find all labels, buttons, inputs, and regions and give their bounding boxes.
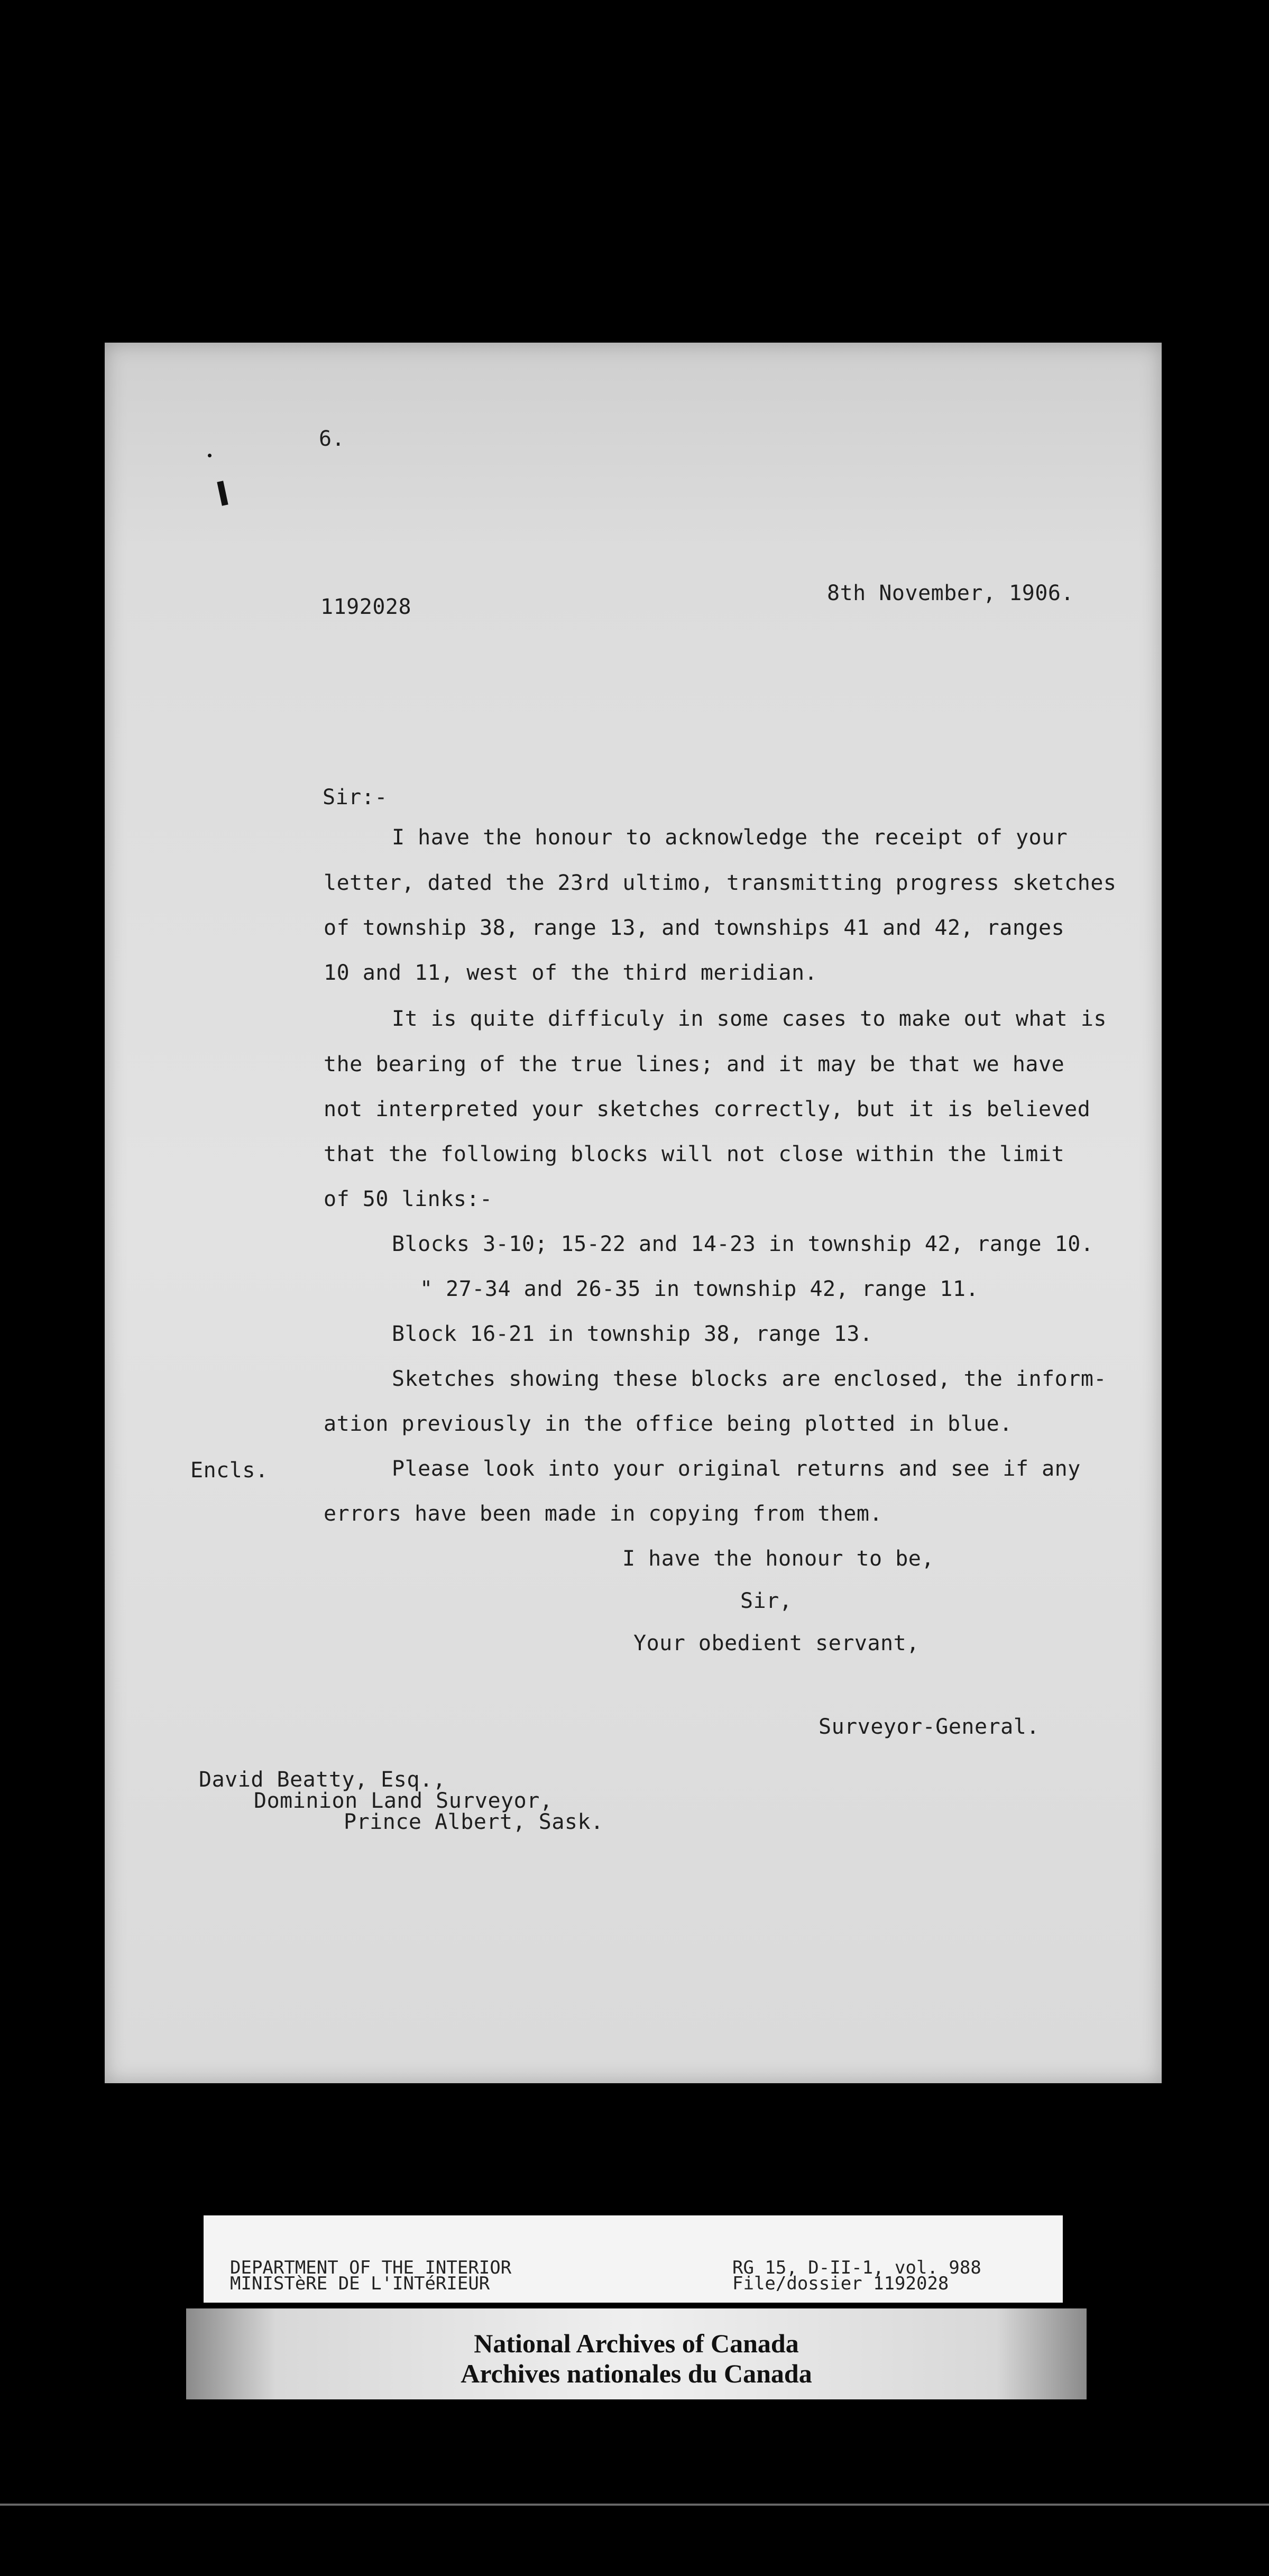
body-line: Block 16-21 in township 38, range 13.: [392, 1322, 873, 1346]
body-line: I have the honour to acknowledge the receipt of your: [392, 825, 1068, 850]
body-line: 10 and 11, west of the third meridian.: [324, 961, 818, 985]
body-line: errors have been made in copying from them.: [324, 1502, 883, 1526]
enclosure-note: Encls.: [190, 1458, 269, 1483]
letter-date: 8th November, 1906.: [827, 581, 1074, 605]
salutation: Sir:-: [323, 785, 388, 809]
addressee-line: Prince Albert, Sask.: [344, 1810, 604, 1834]
department-english: DEPARTMENT OF THE INTERIOR: [230, 2257, 512, 2278]
body-line: ation previously in the office being plotted in blue.: [324, 1412, 1013, 1436]
file-dossier-number: File/dossier 1192028: [732, 2273, 949, 2294]
body-line: Blocks 3-10; 15-22 and 14-23 in township 42, range 10.: [392, 1232, 1094, 1256]
archives-name-french: Archives nationales du Canada: [461, 2359, 812, 2388]
body-line: It is quite difficuly in some cases to make out what is: [392, 1007, 1107, 1031]
letter-page: [105, 343, 1162, 2083]
body-line: not interpreted your sketches correctly, but it is believed: [324, 1097, 1091, 1121]
closing-line: Sir,: [740, 1589, 793, 1613]
page-number: 6.: [319, 427, 345, 451]
closing-line: Your obedient servant,: [633, 1631, 919, 1655]
addressee-line: Dominion Land Surveyor,: [254, 1789, 553, 1813]
speck-mark: [208, 454, 212, 457]
department-french: MINISTèRE DE L'INTéRIEUR: [230, 2273, 490, 2294]
body-line: Sketches showing these blocks are enclosed, the inform-: [392, 1367, 1107, 1391]
archive-reference-label: [204, 2215, 1063, 2303]
addressee-line: David Beatty, Esq.,: [199, 1768, 446, 1792]
body-line: Please look into your original returns and see if any: [392, 1457, 1081, 1481]
body-line: " 27-34 and 26-35 in township 42, range 11.: [420, 1277, 979, 1301]
reference-number: RG 15, D-II-1, vol. 988: [732, 2257, 981, 2278]
bottom-rule: [0, 2504, 1269, 2506]
body-line: that the following blocks will not close within the limit: [324, 1142, 1065, 1166]
punch-mark: [217, 481, 228, 505]
archives-banner: [186, 2308, 1087, 2399]
file-number: 1192028: [320, 595, 412, 619]
closing-line: I have the honour to be,: [622, 1547, 934, 1571]
body-line: letter, dated the 23rd ultimo, transmitting progress sketches: [324, 871, 1117, 895]
signature-line: Surveyor-General.: [819, 1715, 1040, 1739]
body-line: the bearing of the true lines; and it may be that we have: [324, 1052, 1065, 1077]
body-line: of township 38, range 13, and townships 41 and 42, ranges: [324, 916, 1065, 940]
body-line: of 50 links:-: [324, 1187, 493, 1211]
archives-name-english: National Archives of Canada: [474, 2329, 799, 2358]
